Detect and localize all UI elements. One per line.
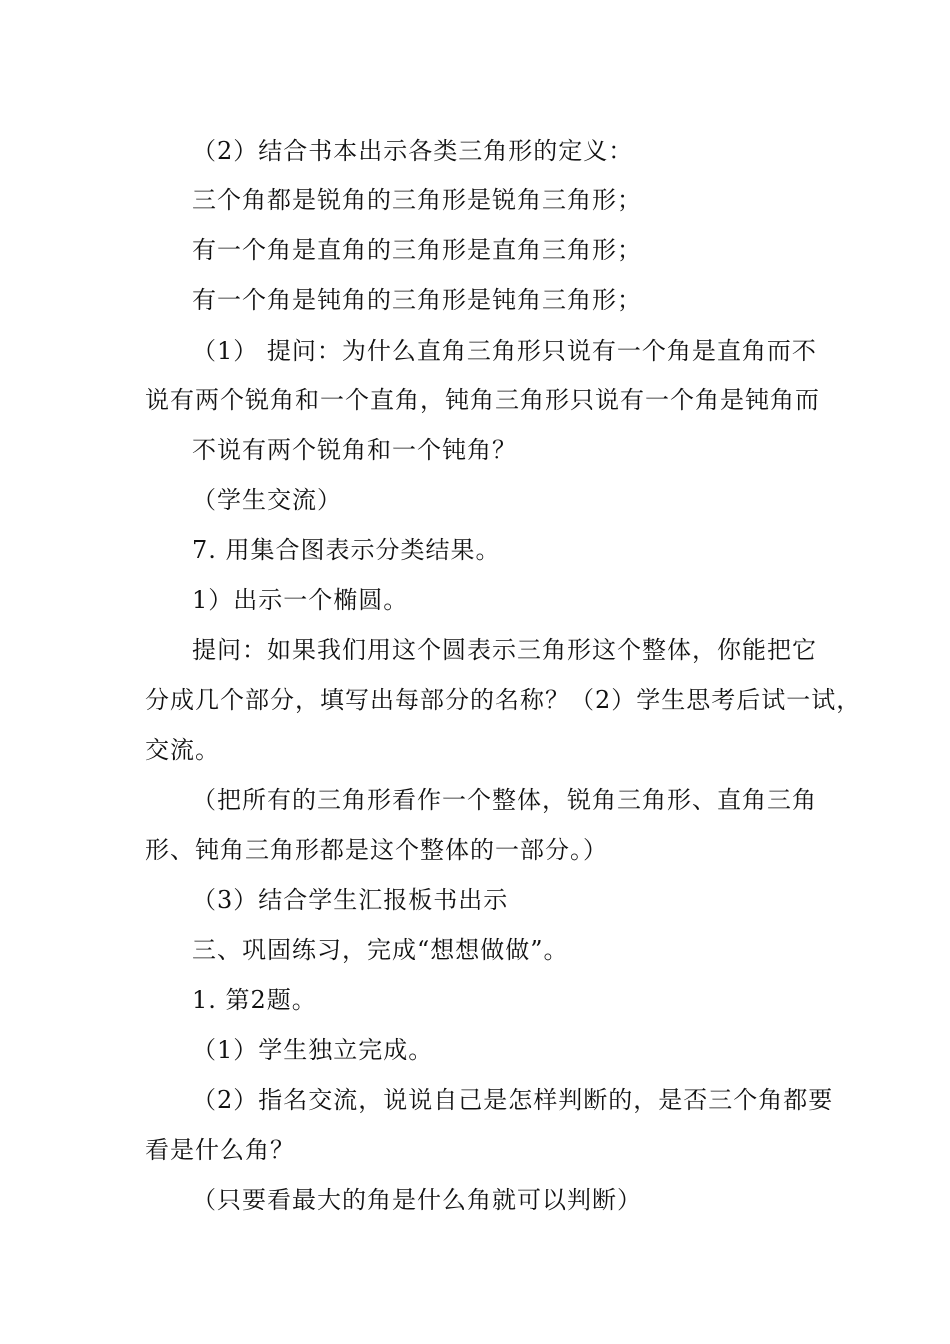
paragraph-line: 1）出示一个椭圆。 [192, 586, 409, 614]
paragraph-line: 有一个角是钝角的三角形是钝角三角形； [192, 286, 642, 314]
paragraph-line: （只要看最大的角是什么角就可以判断） [192, 1186, 642, 1214]
paragraph-line: （把所有的三角形看作一个整体，锐角三角形、直角三角 [192, 786, 817, 814]
paragraph-line: 交流。 [145, 736, 220, 764]
paragraph-line: 不说有两个锐角和一个钝角？ [192, 436, 517, 464]
paragraph-line: 三、巩固练习，完成“想想做做”。 [192, 936, 569, 964]
paragraph-line: 看是什么角？ [145, 1136, 295, 1164]
paragraph-line: 提问：如果我们用这个圆表示三角形这个整体，你能把它 [192, 636, 817, 664]
paragraph-line: 说有两个锐角和一个直角，钝角三角形只说有一个角是钝角而 [145, 386, 820, 414]
paragraph-line: （1）学生独立完成。 [192, 1036, 434, 1064]
paragraph-line: 1. 第2题。 [192, 986, 317, 1014]
paragraph-line: （2）指名交流，说说自己是怎样判断的，是否三个角都要 [192, 1086, 834, 1114]
paragraph-line: 7. 用集合图表示分类结果。 [192, 536, 501, 564]
paragraph-line: 形、钝角三角形都是这个整体的一部分。） [145, 836, 608, 864]
paragraph-line: 分成几个部分，填写出每部分的名称？（2）学生思考后试一试， [145, 686, 862, 714]
paragraph-line: 三个角都是锐角的三角形是锐角三角形； [192, 186, 642, 214]
paragraph-line: （3）结合学生汇报板书出示 [192, 886, 509, 914]
paragraph-line: （学生交流） [192, 486, 342, 514]
paragraph-line: （2）结合书本出示各类三角形的定义： [192, 137, 634, 165]
paragraph-line: （1） 提问：为什么直角三角形只说有一个角是直角而不 [192, 337, 817, 365]
paragraph-line: 有一个角是直角的三角形是直角三角形； [192, 236, 642, 264]
